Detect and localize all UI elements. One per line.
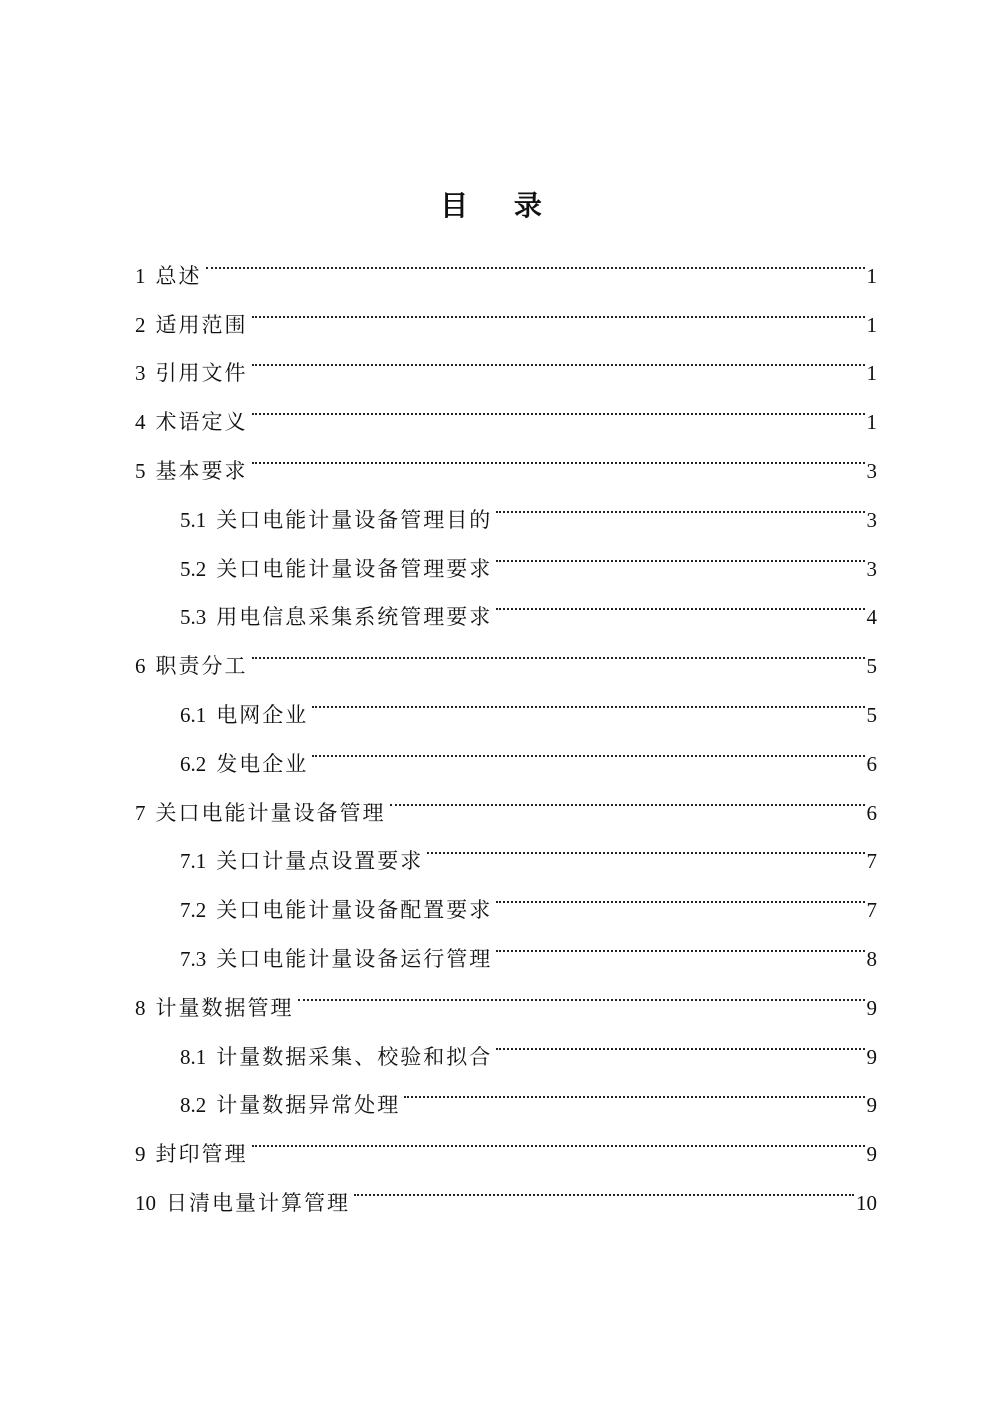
toc-entry-number: 7.3 — [180, 946, 207, 971]
toc-entry-page: 3 — [866, 507, 877, 532]
toc-list — [135, 234, 877, 1215]
toc-dot-leader — [298, 966, 865, 1015]
toc-dot-leader — [252, 429, 865, 478]
toc-entry-page: 3 — [866, 556, 877, 581]
toc-entry-page: 5 — [866, 702, 877, 727]
toc-entry-number: 6 — [135, 654, 146, 679]
toc-entry-page: 7 — [866, 849, 877, 874]
toc-entry-number: 7 — [135, 800, 146, 825]
toc-dot-leader — [354, 1161, 854, 1210]
toc-entry-title: 引用文件 — [155, 361, 248, 386]
toc-entry-title: 计量数据管理 — [155, 995, 294, 1020]
toc-entry-number: 2 — [135, 312, 146, 337]
page-title: 目 录 — [440, 189, 560, 222]
toc-entry-page: 8 — [866, 946, 877, 971]
toc-entry-number: 10 — [135, 1190, 156, 1215]
toc-entry-title: 关口电能计量设备管理要求 — [216, 556, 493, 581]
toc-entry-number: 1 — [135, 263, 146, 288]
toc-entry-page: 9 — [866, 1142, 877, 1167]
toc-entry-title: 电网企业 — [216, 702, 309, 727]
toc-entry-page: 6 — [866, 800, 877, 825]
toc-entry-number: 8 — [135, 995, 146, 1020]
toc-entry-number: 5.3 — [180, 605, 207, 630]
toc-entry-page: 9 — [866, 1093, 877, 1118]
toc-entry-title: 关口电能计量设备配置要求 — [216, 898, 493, 923]
toc-entry-title: 关口电能计量设备运行管理 — [216, 946, 493, 971]
toc-dot-leader — [252, 1112, 865, 1161]
toc-entry-number: 6.1 — [180, 702, 207, 727]
toc-entry-title: 适用范围 — [155, 312, 248, 337]
toc-entry-page: 9 — [866, 995, 877, 1020]
toc-entry-page: 7 — [866, 898, 877, 923]
toc-dot-leader — [252, 332, 865, 381]
toc-entry-number: 7.1 — [180, 849, 207, 874]
toc-dot-leader — [312, 722, 864, 771]
toc-entry-title: 发电企业 — [216, 751, 309, 776]
toc-entry-page: 1 — [866, 410, 877, 435]
toc-entry-title: 计量数据异常处理 — [216, 1093, 401, 1118]
toc-dot-leader — [496, 527, 864, 576]
toc-entry[interactable] — [135, 283, 877, 337]
toc-entry-title: 日清电量计算管理 — [166, 1190, 350, 1215]
toc-entry-title: 封印管理 — [155, 1142, 248, 1167]
toc-entry-page: 9 — [866, 1044, 877, 1069]
toc-dot-leader — [206, 234, 865, 283]
toc-entry-title: 关口计量点设置要求 — [216, 849, 424, 874]
toc-dot-leader — [390, 771, 865, 820]
toc-entry-title: 用电信息采集系统管理要求 — [216, 605, 493, 630]
toc-entry-number: 7.2 — [180, 898, 207, 923]
toc-dot-leader — [404, 1064, 864, 1113]
toc-dot-leader — [496, 917, 864, 966]
toc-entry-title: 术语定义 — [155, 410, 248, 435]
toc-entry-page: 6 — [866, 751, 877, 776]
toc-entry-number: 6.2 — [180, 751, 207, 776]
toc-entry-page: 1 — [866, 263, 877, 288]
toc-entry-title: 关口电能计量设备管理目的 — [216, 507, 493, 532]
toc-entry-title: 关口电能计量设备管理 — [155, 800, 386, 825]
toc-entry-page: 1 — [866, 312, 877, 337]
toc-entry-page: 3 — [866, 458, 877, 483]
toc-dot-leader — [252, 380, 865, 429]
toc-dot-leader — [496, 868, 864, 917]
toc-dot-leader — [252, 283, 865, 332]
toc-entry-page: 10 — [856, 1190, 877, 1215]
toc-entry-title: 基本要求 — [155, 458, 248, 483]
toc-dot-leader — [312, 673, 864, 722]
toc-entry-title: 计量数据采集、校验和拟合 — [216, 1044, 493, 1069]
toc-entry-number: 5.2 — [180, 556, 207, 581]
toc-dot-leader — [427, 820, 864, 869]
toc-entry-number: 5 — [135, 458, 146, 483]
toc-entry-number: 5.1 — [180, 507, 207, 532]
toc-entry-page: 4 — [866, 605, 877, 630]
toc-entry-number: 3 — [135, 361, 146, 386]
toc-dot-leader — [496, 1015, 864, 1064]
toc-entry-title: 职责分工 — [155, 654, 248, 679]
toc-entry-number: 8.1 — [180, 1044, 207, 1069]
toc-entry[interactable] — [135, 234, 877, 288]
toc-dot-leader — [252, 624, 865, 673]
toc-entry-title: 总述 — [155, 263, 202, 288]
toc-dot-leader — [496, 478, 864, 527]
toc-entry-number: 8.2 — [180, 1093, 207, 1118]
toc-dot-leader — [496, 576, 864, 625]
toc-entry-number: 9 — [135, 1142, 146, 1167]
toc-entry-page: 1 — [866, 361, 877, 386]
toc-entry-page: 5 — [866, 654, 877, 679]
toc-entry-number: 4 — [135, 410, 146, 435]
